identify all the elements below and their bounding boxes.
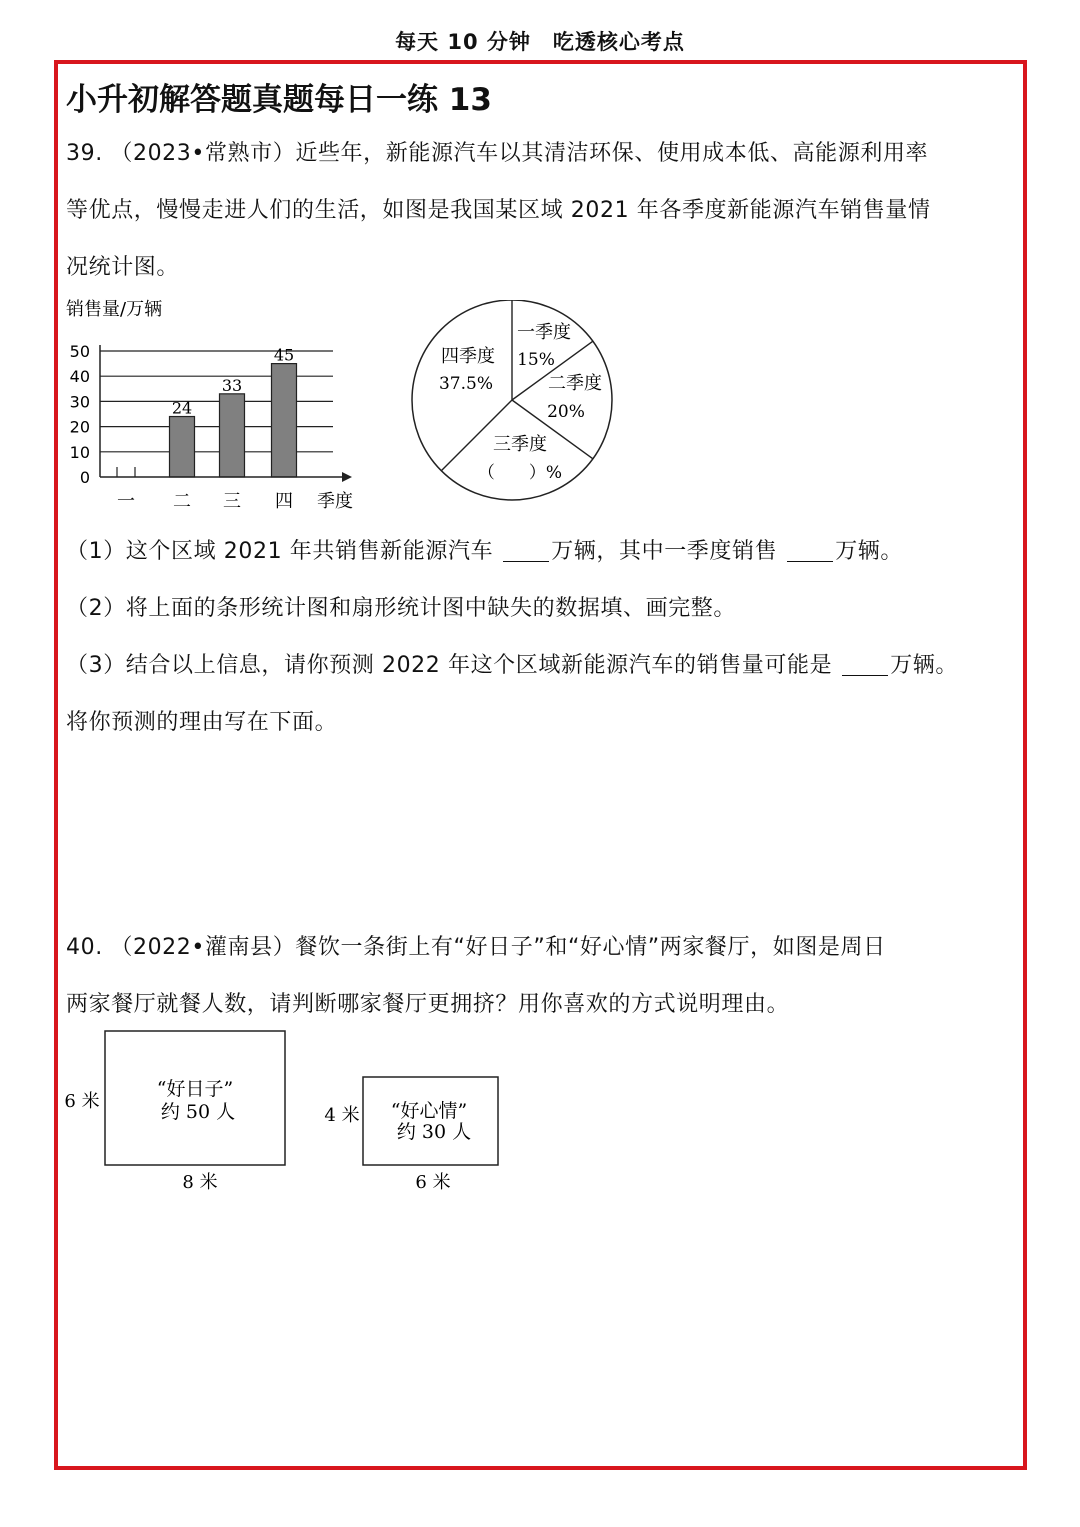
bar-2: [170, 417, 195, 477]
bar-value-label: 33: [221, 375, 243, 395]
q39-part-1: [66, 534, 903, 565]
q39-part-1-text-c: 万辆。: [835, 539, 904, 564]
bar-chart-bars: [117, 346, 297, 512]
pie-label-q4: 四季度: [441, 346, 495, 367]
q39-part-2: （2）将上面的条形统计图和扇形统计图中缺失的数据填、画完整。: [66, 596, 736, 621]
pie-percent-q4: 37.5%: [438, 374, 494, 394]
rect-haoxinqing-people: 约 30 人: [396, 1121, 472, 1143]
page-title: 小升初解答题真题每日一练 13: [66, 82, 492, 118]
q39-part-3-text-a: （3）结合以上信息，请你预测 2022 年这个区域新能源汽车的销售量可能是: [66, 653, 833, 678]
y-tick-label: 20: [69, 417, 90, 437]
bar-value-label: 45: [273, 345, 295, 365]
rect-haorizi-name: “好日子”: [156, 1078, 234, 1100]
pie-label-q2: 二季度: [548, 373, 602, 394]
page-header: 每天 10 分钟 吃透核心考点: [395, 30, 685, 54]
bar-chart-xlabel: 季度: [317, 491, 353, 512]
y-tick-label: 0: [79, 468, 90, 487]
rect-haoxinqing-height: 4 米: [324, 1105, 360, 1126]
answer-blank-q1[interactable]: [787, 539, 833, 562]
q39-part-3: [66, 648, 958, 679]
pie-percent-q3: （ ）%: [477, 463, 563, 483]
q39-part-1-text-b: 万辆，其中一季度销售: [551, 539, 778, 564]
x-tick-label: 二: [173, 491, 191, 512]
q39-line-1: 39. （2023•常熟市）近些年，新能源汽车以其清洁环保、使用成本低、高能源利用率: [66, 141, 929, 166]
pie-label-q1: 一季度: [517, 322, 571, 343]
x-tick-label: 三: [223, 491, 241, 512]
bar-chart: [60, 295, 370, 520]
y-tick-label: 30: [69, 392, 90, 412]
bar-chart-ylabel: 销售量/万辆: [66, 299, 163, 320]
q39-part-3-text-b: 万辆。: [890, 653, 958, 678]
bar-value-label: 24: [171, 398, 193, 418]
rect-haorizi-height: 6 米: [64, 1091, 100, 1112]
q39-part-3-line-2: 将你预测的理由写在下面。: [66, 710, 338, 735]
pie-percent-q2: 20%: [547, 402, 585, 422]
restaurant-diagram: [60, 1025, 520, 1200]
q39-line-3: 况统计图。: [66, 255, 180, 280]
answer-blank-prediction[interactable]: [842, 653, 888, 676]
rect-haorizi-width: 8 米: [182, 1172, 218, 1193]
y-tick-label: 10: [69, 442, 90, 462]
pie-percent-q1: 15%: [517, 350, 555, 370]
x-tick-label: 四: [275, 491, 293, 512]
q39-part-1-text-a: （1）这个区域 2021 年共销售新能源汽车: [66, 539, 494, 564]
y-tick-label: 50: [69, 342, 90, 361]
red-border-frame: [54, 60, 1027, 1470]
x-axis-arrow: [342, 472, 352, 482]
q39-line-2: 等优点，慢慢走进人们的生活，如图是我国某区域 2021 年各季度新能源汽车销售量情: [66, 198, 931, 223]
pie-label-q3: 三季度: [493, 434, 547, 455]
y-tick-label: 40: [69, 367, 90, 387]
rect-haorizi-people: 约 50 人: [160, 1101, 236, 1123]
q40-line-2: 两家餐厅就餐人数，请判断哪家餐厅更拥挤？用你喜欢的方式说明理由。: [66, 992, 790, 1017]
q40-line-1: 40. （2022•灌南县）餐饮一条街上有“好日子”和“好心情”两家餐厅，如图是周日: [66, 935, 886, 960]
rect-haoxinqing-width: 6 米: [415, 1172, 451, 1193]
rect-haoxinqing-name: “好心情”: [390, 1100, 468, 1122]
bar-3: [220, 394, 245, 477]
answer-blank-total[interactable]: [503, 539, 549, 562]
pie-chart: [400, 300, 625, 520]
x-tick-label: 一: [117, 491, 135, 512]
bar-4: [272, 364, 297, 477]
